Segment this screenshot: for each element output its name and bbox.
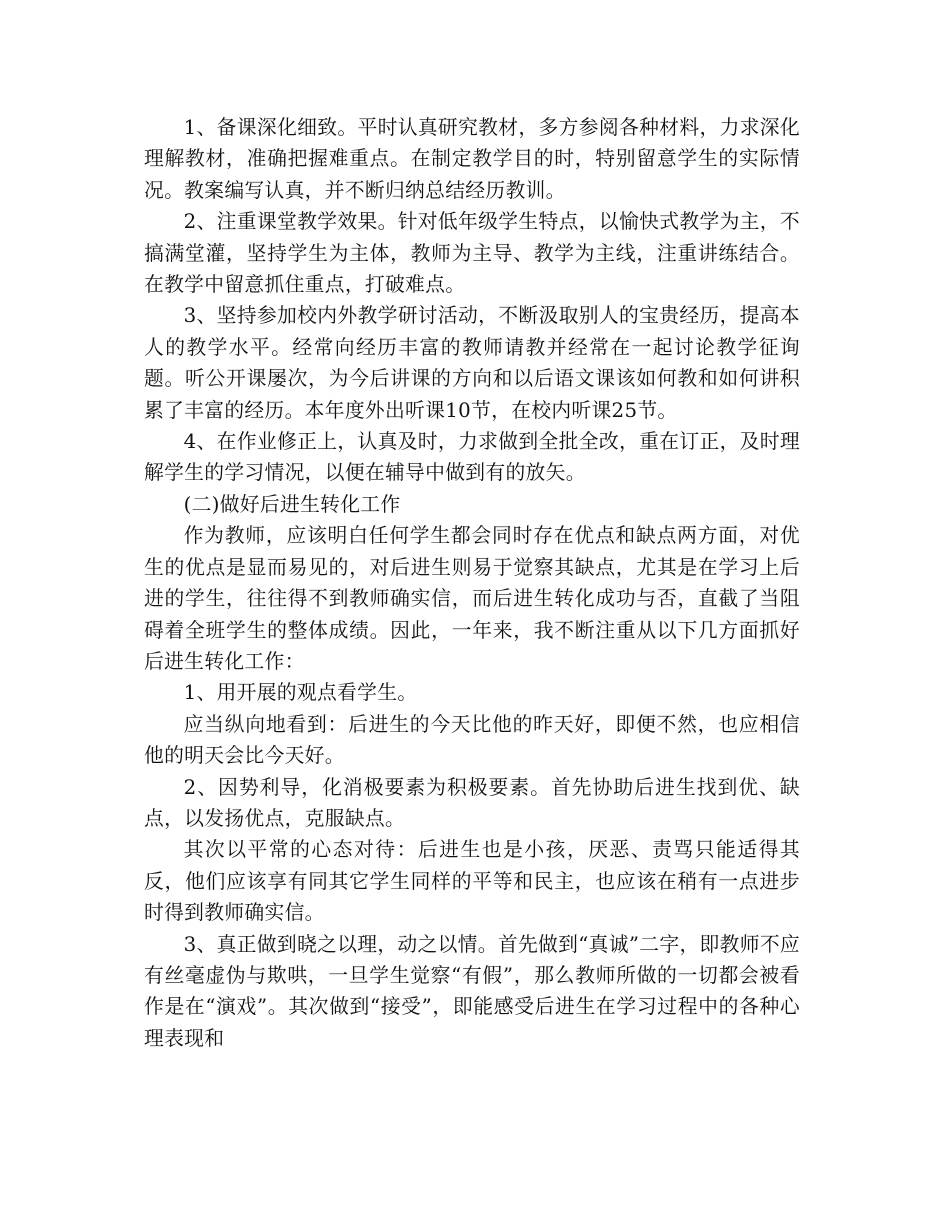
paragraph-point-2: 2、因势利导，化消极要素为积极要素。首先协助后进生找到优、缺点，以发扬优点，克服缺点。: [144, 775, 800, 830]
paragraph-point-3: 3、真正做到晓之以理，动之以情。首先做到“真诚”二字，即教师不应有丝毫虚伪与欺哄，一旦学生觉察“有假”，那么教师所做的一切都会被看作是在“演戏”。其次做到“接受”，即能感受后进生在学习过程中的各种心理表现和: [144, 932, 800, 1050]
document-body: [144, 112, 800, 1054]
paragraph-teacher-view: 作为教师，应该明白任何学生都会同时存在优点和缺点两方面，对优生的优点是显而易见的，对后进生则易于觉察其缺点，尤其是在学习上后进的学生，往往得不到教师确实信，而后进生转化成功与否，直截了当阻碍着全班学生的整体成绩。因此，一年来，我不断注重从以下几方面抓好后进生转化工作：: [144, 524, 800, 673]
paragraph-teaching-research: 3、坚持参加校内外教学研讨活动，不断汲取别人的宝贵经历，提高本人的教学水平。经常向经历丰富的教师请教并经常在一起讨论教学征询题。听公开课屡次，为今后讲课的方向和以后语文课该如何教和如何讲积累了丰富的经历。本年度外出听课10节，在校内听课25节。: [144, 304, 800, 422]
paragraph-classroom-effect: 2、注重课堂教学效果。针对低年级学生特点，以愉快式教学为主，不搞满堂灌，坚持学生为主体，教师为主导、教学为主线，注重讲练结合。在教学中留意抓住重点，打破难点。: [144, 210, 800, 297]
paragraph-equal-attitude: 其次以平常的心态对待：后进生也是小孩，厌恶、责骂只能适得其反，他们应该享有同其它学生同样的平等和民主，也应该在稍有一点进步时得到教师确实信。: [144, 838, 800, 925]
section-heading: (二)做好后进生转化工作: [183, 492, 401, 516]
paragraph-longitudinal-view: 应当纵向地看到：后进生的今天比他的昨天好，即便不然，也应相信他的明天会比今天好。: [144, 712, 800, 768]
paragraph-point-1: 1、用开展的观点看学生。: [183, 681, 418, 705]
paragraph-homework-correction: 4、在作业修正上，认真及时，力求做到全批全改，重在订正，及时理解学生的学习情况，以便在辅导中做到有的放矢。: [144, 430, 800, 485]
paragraph-lesson-prep: 1、备课深化细致。平时认真研究教材，多方参阅各种材料，力求深化理解教材，准确把握难重点。在制定教学目的时，特别留意学生的实际情况。教案编写认真，并不断归纳总结经历教训。: [144, 116, 800, 202]
